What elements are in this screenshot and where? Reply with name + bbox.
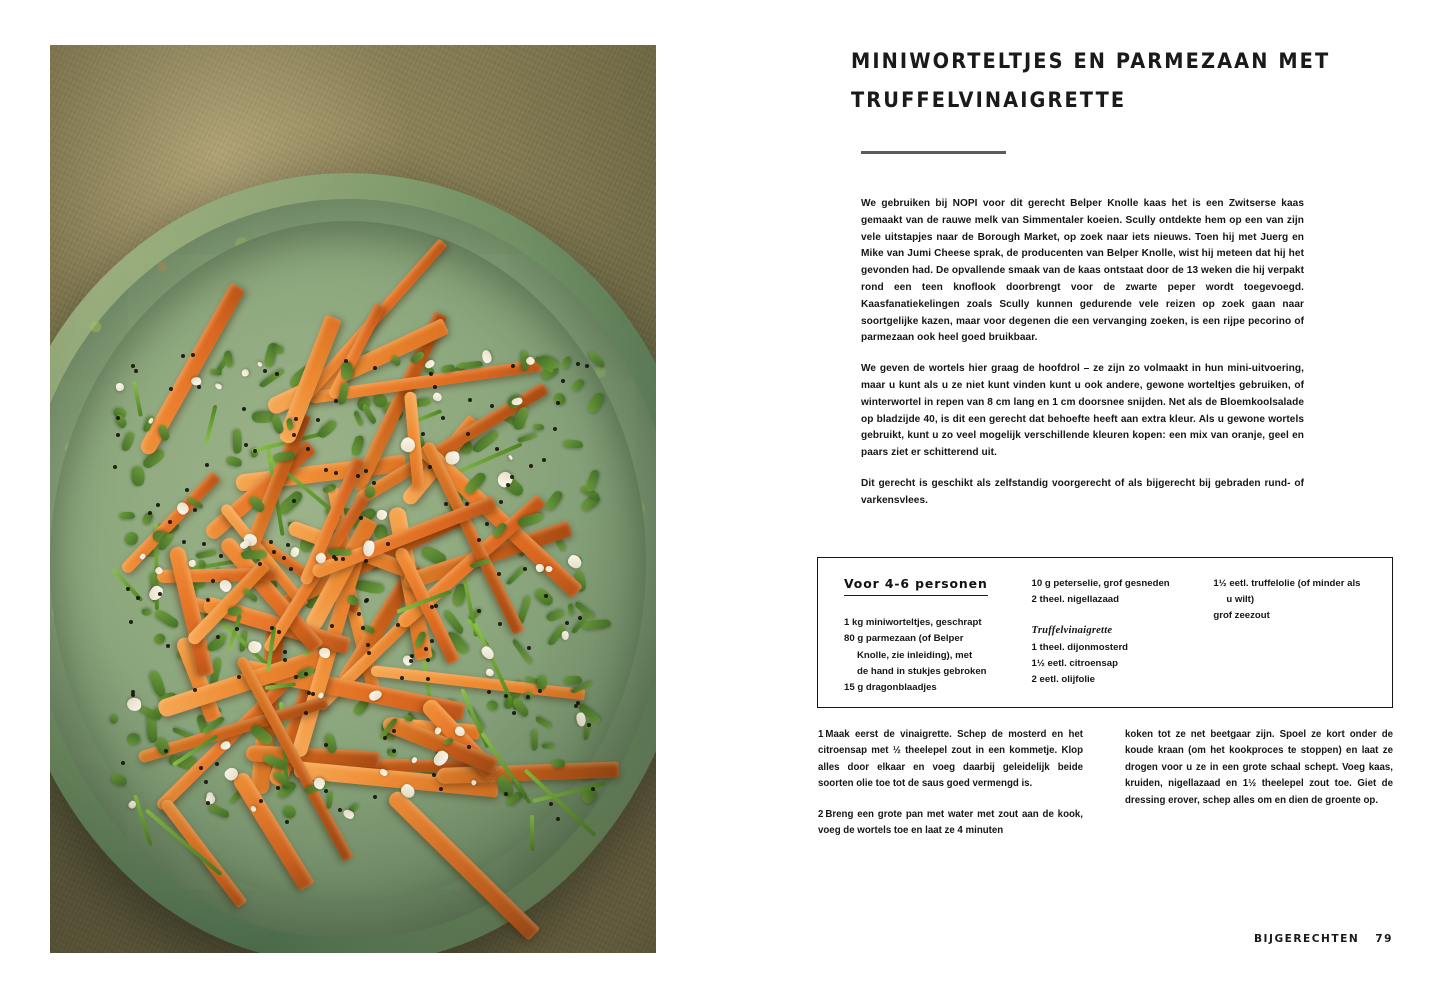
nigella-seed bbox=[324, 468, 328, 472]
cheese-crumble bbox=[566, 553, 585, 571]
nigella-seed bbox=[263, 369, 267, 373]
carrot-stalk bbox=[133, 795, 153, 847]
footer-section-label: BIJGERECHTEN bbox=[1253, 933, 1360, 945]
nigella-seed bbox=[466, 432, 470, 436]
herb-leaf bbox=[142, 608, 152, 615]
nigella-seed bbox=[497, 572, 501, 576]
carrot-stalk bbox=[132, 381, 143, 417]
nigella-seed bbox=[193, 688, 197, 692]
cheese-crumble bbox=[561, 631, 569, 641]
ingredient-item: u wilt) bbox=[1226, 594, 1255, 606]
nigella-seed bbox=[272, 550, 276, 554]
intro-paragraph-1: We gebruiken bij NOPI voor dit gerecht Belper Knolle kaas het is een Zwitserse kaas gemaakt van de rauwe melk van Simmentaler koeien. Scully ontdekte hem op een van zijn vele uitstapjes naar de Borough Market, op zoek naar iets nieuws. Toen hij met Juerg en Mike van Jumi Cheese sprak, de producenten van Belper Knolle, wist hij meteen dat hij het gevonden had. De opvallende smaak van de kaas ontstaat door de 13 weken die hij verpakt rond een teen knoflook doorbrengt voor de zwarte peper wordt toegevoegd. Kaasfanatiekelingen zoals Scully kunnen gedurende vele reizen op zoek gaan naar soortgelijke kazen, maar voor degenen die een vervanging zoeken, is een rijpe pecorino of parmezaan ook heel goed bruikbaar. bbox=[861, 198, 1304, 344]
nigella-seed bbox=[485, 522, 489, 526]
nigella-seed bbox=[587, 723, 591, 727]
nigella-seed bbox=[205, 463, 209, 467]
nigella-seed bbox=[324, 743, 328, 747]
ingredient-item: 1½ eetl. truffelolie (of minder als bbox=[1213, 578, 1361, 589]
nigella-seed bbox=[197, 385, 201, 389]
nigella-seed bbox=[356, 474, 360, 478]
page-number: 79 bbox=[1375, 933, 1393, 945]
step-text: Breng een grote pan met water met zout aan de kook, voeg de wortels toe en laat ze 4 minuten bbox=[818, 808, 1083, 837]
ingredient-item: de hand in stukjes gebroken bbox=[857, 665, 987, 677]
herb-leaf bbox=[552, 391, 567, 406]
nigella-seed bbox=[156, 503, 160, 507]
herb-leaf bbox=[109, 713, 119, 723]
nigella-seed bbox=[538, 689, 542, 693]
cheese-crumble bbox=[375, 509, 387, 521]
nigella-seed bbox=[182, 540, 186, 544]
ingredient-item: 1 theel. dijonmosterd bbox=[1031, 641, 1129, 653]
herb-leaf bbox=[153, 607, 180, 630]
nigella-seed bbox=[338, 808, 342, 812]
nigella-seed bbox=[441, 416, 445, 420]
nigella-seed bbox=[334, 399, 338, 403]
cheese-crumble bbox=[248, 640, 263, 654]
nigella-seed bbox=[344, 359, 348, 363]
nigella-seed bbox=[294, 417, 298, 421]
nigella-seed bbox=[430, 605, 434, 609]
cheese-crumble bbox=[432, 391, 444, 402]
nigella-seed bbox=[166, 644, 170, 648]
nigella-seed bbox=[523, 567, 527, 571]
herb-leaf bbox=[281, 804, 298, 821]
nigella-seed bbox=[410, 654, 414, 658]
nigella-seed bbox=[129, 620, 133, 624]
cheese-crumble bbox=[535, 563, 544, 572]
herb-leaf bbox=[233, 429, 242, 454]
herb-leaf bbox=[210, 369, 223, 376]
nigella-seed bbox=[131, 364, 135, 368]
nigella-seed bbox=[527, 646, 531, 650]
nigella-seed bbox=[181, 354, 185, 358]
herb-leaf bbox=[349, 434, 365, 457]
page-footer bbox=[1145, 933, 1393, 945]
nigella-seed bbox=[253, 449, 257, 453]
ingredients-column-3 bbox=[1213, 576, 1376, 707]
nigella-seed bbox=[193, 508, 197, 512]
nigella-seed bbox=[316, 418, 320, 422]
nigella-seed bbox=[444, 502, 448, 506]
herb-leaf bbox=[120, 431, 137, 453]
nigella-seed bbox=[383, 736, 387, 740]
nigella-seed bbox=[219, 554, 223, 558]
nigella-seed bbox=[529, 464, 533, 468]
cheese-crumble bbox=[214, 383, 222, 390]
herb-leaf bbox=[584, 468, 602, 493]
recipe-page bbox=[815, 0, 1415, 997]
nigella-seed bbox=[237, 675, 241, 679]
ingredient-item: 2 eetl. olijfolie bbox=[1031, 674, 1095, 686]
nigella-seed bbox=[499, 500, 503, 504]
herb-leaf bbox=[511, 638, 533, 666]
nigella-seed bbox=[428, 465, 432, 469]
nigella-seed bbox=[206, 598, 210, 602]
herb-leaf bbox=[585, 390, 607, 415]
intro-paragraph-2: We geven de wortels hier graag de hoofdrol – ze zijn zo volmaakt in hun mini-uitvoering, maar u kunt als u ze niet kunt vinden kunt u ook andere, gewone worteltjes gebruiken, of winterwortel in repen van 8 cm lang en 1 cm doorsnee snijden. Net als de Bloemkoolsalade op bladzijde 40, is dit een gerecht dat behoefte heeft aan extra kleur. Als u gewone wortels gebruikt, kunt u zo veel mogelijk verschillende kleuren kopen: een mix van oranje, geel en paars ziet er schitterend uit. bbox=[861, 363, 1304, 459]
herb-leaf bbox=[485, 699, 499, 712]
nigella-seed bbox=[434, 604, 438, 608]
ingredients-column-1 bbox=[844, 576, 1032, 707]
herb-leaf bbox=[341, 361, 354, 381]
carrot-salad-pile bbox=[108, 345, 608, 845]
herb-leaf bbox=[149, 669, 167, 698]
herb-leaf bbox=[353, 410, 364, 427]
herb-leaf bbox=[564, 676, 582, 685]
herb-leaf bbox=[533, 424, 544, 430]
title-divider-rule bbox=[861, 151, 1006, 154]
nigella-seed bbox=[432, 773, 436, 777]
nigella-seed bbox=[400, 676, 404, 680]
cheese-crumble bbox=[147, 584, 166, 604]
carrot-stalk bbox=[473, 622, 517, 710]
carrot-stalk bbox=[204, 405, 217, 445]
nigella-seed bbox=[421, 432, 425, 436]
nigella-seed bbox=[542, 458, 546, 462]
herb-leaf bbox=[228, 607, 242, 616]
nigella-seed bbox=[511, 364, 515, 368]
vinaigrette-subheading: Truffelvinaigrette bbox=[1031, 625, 1113, 637]
method-step-2 bbox=[818, 807, 1083, 840]
nigella-seed bbox=[286, 543, 290, 547]
herb-leaf bbox=[534, 716, 553, 731]
herb-leaf bbox=[225, 454, 244, 468]
ingredient-item: 80 g parmezaan (of Belper bbox=[844, 633, 964, 645]
serves-heading: Voor 4-6 personen bbox=[844, 576, 988, 596]
nigella-seed bbox=[215, 762, 219, 766]
nigella-seed bbox=[392, 729, 396, 733]
nigella-seed bbox=[204, 780, 208, 784]
ingredients-box bbox=[817, 557, 1393, 708]
ingredient-item: 2 theel. nigellazaad bbox=[1031, 594, 1119, 606]
ingredient-item: 15 g dragonblaadjes bbox=[844, 682, 937, 694]
herb-leaf bbox=[124, 530, 140, 546]
ingredients-column-2 bbox=[1032, 576, 1214, 707]
nigella-seed bbox=[409, 659, 413, 663]
nigella-seed bbox=[561, 379, 565, 383]
nigella-seed bbox=[429, 372, 433, 376]
nigella-seed bbox=[468, 398, 472, 402]
page-title bbox=[851, 42, 1351, 120]
nigella-seed bbox=[134, 369, 138, 373]
nigella-seed bbox=[202, 542, 206, 546]
ingredient-item: grof zeezout bbox=[1213, 610, 1270, 622]
nigella-seed bbox=[490, 404, 494, 408]
herb-leaf bbox=[563, 439, 584, 449]
nigella-seed bbox=[426, 658, 430, 662]
nigella-seed bbox=[396, 623, 400, 627]
nigella-seed bbox=[373, 795, 377, 799]
herb-leaf bbox=[545, 609, 565, 623]
herb-leaf bbox=[326, 791, 334, 809]
nigella-seed bbox=[585, 364, 589, 368]
nigella-seed bbox=[359, 516, 363, 520]
nigella-seed bbox=[285, 820, 289, 824]
nigella-seed bbox=[341, 557, 345, 561]
nigella-seed bbox=[544, 594, 548, 598]
column-spacer bbox=[1032, 608, 1214, 623]
nigella-seed bbox=[372, 481, 376, 485]
herb-leaf bbox=[131, 466, 145, 487]
ingredient-item: 10 g peterselie, grof gesneden bbox=[1031, 578, 1170, 589]
nigella-seed bbox=[332, 555, 336, 559]
nigella-seed bbox=[185, 488, 189, 492]
cheese-crumble bbox=[485, 667, 494, 676]
recipe-title-line-1: MINIWORTELTJES EN PARMEZAAN MET bbox=[851, 49, 1331, 74]
nigella-seed bbox=[364, 469, 368, 473]
recipe-introduction bbox=[861, 196, 1304, 510]
nigella-seed bbox=[235, 627, 239, 631]
ingredient-item: 1 kg miniworteltjes, geschrapt bbox=[844, 617, 982, 629]
herb-leaf bbox=[570, 377, 586, 392]
nigella-seed bbox=[556, 401, 560, 405]
cheese-crumble bbox=[257, 360, 264, 366]
herb-leaf bbox=[196, 549, 217, 559]
nigella-seed bbox=[324, 789, 328, 793]
herb-leaf bbox=[588, 350, 607, 369]
cheese-crumble bbox=[241, 369, 250, 378]
nigella-seed bbox=[367, 651, 371, 655]
step-number: 1 bbox=[818, 729, 824, 740]
nigella-seed bbox=[553, 427, 557, 431]
herb-leaf bbox=[531, 729, 538, 750]
ingredient-item: Knolle, zie inleiding), met bbox=[857, 649, 973, 661]
nigella-seed bbox=[506, 483, 510, 487]
nigella-seed bbox=[526, 695, 530, 699]
intro-paragraph-3: Dit gerecht is geschikt als zelfstandig voorgerecht of als bijgerecht bij gebraden rund- of varkensvlees. bbox=[861, 477, 1304, 506]
herb-leaf bbox=[543, 489, 564, 512]
recipe-photograph bbox=[50, 45, 656, 953]
nigella-seed bbox=[116, 433, 120, 437]
cheese-crumble bbox=[508, 455, 514, 461]
herb-leaf bbox=[353, 578, 385, 596]
herb-leaf bbox=[109, 772, 128, 789]
carrot-stalk bbox=[530, 815, 535, 851]
nigella-seed bbox=[430, 639, 434, 643]
nigella-seed bbox=[487, 690, 491, 694]
herb-leaf bbox=[316, 418, 340, 440]
nigella-seed bbox=[392, 749, 396, 753]
step-text: Maak eerst de vinaigrette. Schep de mosterd en het citroensap met ½ theelepel zout in een kommetje. Klop alles door elkaar en voeg daarbij geleidelijk beide soorten olie toe tot de saus goed vermengd is. bbox=[818, 729, 1083, 790]
nigella-seed bbox=[477, 538, 481, 542]
nigella-seed bbox=[244, 443, 248, 447]
method-column-left bbox=[818, 727, 1083, 839]
nigella-seed bbox=[131, 690, 135, 694]
nigella-seed bbox=[576, 362, 580, 366]
herb-leaf bbox=[152, 631, 167, 645]
method-column-right bbox=[1125, 727, 1393, 809]
nigella-seed bbox=[269, 540, 273, 544]
nigella-seed bbox=[164, 749, 168, 753]
herb-leaf bbox=[119, 512, 135, 519]
nigella-seed bbox=[373, 366, 377, 370]
nigella-seed bbox=[364, 599, 368, 603]
method-step-1 bbox=[818, 727, 1083, 793]
method-step-2-continued: koken tot ze net beetgaar zijn. Spoel ze kort onder de koude kraan (om het kookproces te stoppen) en laat ze drogen voor u ze in een grote schaal schept. Voeg kaas, kruiden, nigellazaad en 1½ theelepel zout toe. Giet de dressing erover, schep alles om en dien de groente op. bbox=[1125, 729, 1393, 806]
nigella-seed bbox=[121, 761, 125, 765]
nigella-seed bbox=[556, 817, 560, 821]
ingredient-item: 1½ eetl. citroensap bbox=[1031, 657, 1118, 669]
nigella-seed bbox=[242, 407, 246, 411]
nigella-seed bbox=[512, 711, 516, 715]
nigella-seed bbox=[549, 802, 553, 806]
nigella-seed bbox=[270, 626, 274, 630]
nigella-seed bbox=[498, 622, 502, 626]
cheese-crumble bbox=[116, 383, 125, 392]
nigella-seed bbox=[211, 579, 215, 583]
step-number: 2 bbox=[818, 808, 824, 820]
nigella-seed bbox=[289, 567, 293, 571]
herb-leaf bbox=[126, 733, 140, 746]
herb-leaf bbox=[207, 803, 230, 819]
nigella-seed bbox=[283, 650, 287, 654]
herb-leaf bbox=[542, 744, 555, 749]
nigella-seed bbox=[439, 787, 443, 791]
nigella-seed bbox=[433, 385, 437, 389]
nigella-seed bbox=[113, 465, 117, 469]
herb-leaf bbox=[561, 355, 573, 370]
recipe-title-line-2: TRUFFELVINAIGRETTE bbox=[851, 88, 1127, 113]
herb-leaf bbox=[567, 604, 573, 616]
nigella-seed bbox=[357, 612, 361, 616]
nigella-seed bbox=[565, 621, 569, 625]
nigella-seed bbox=[330, 624, 334, 628]
nigella-seed bbox=[477, 609, 481, 613]
herb-leaf bbox=[552, 759, 565, 768]
